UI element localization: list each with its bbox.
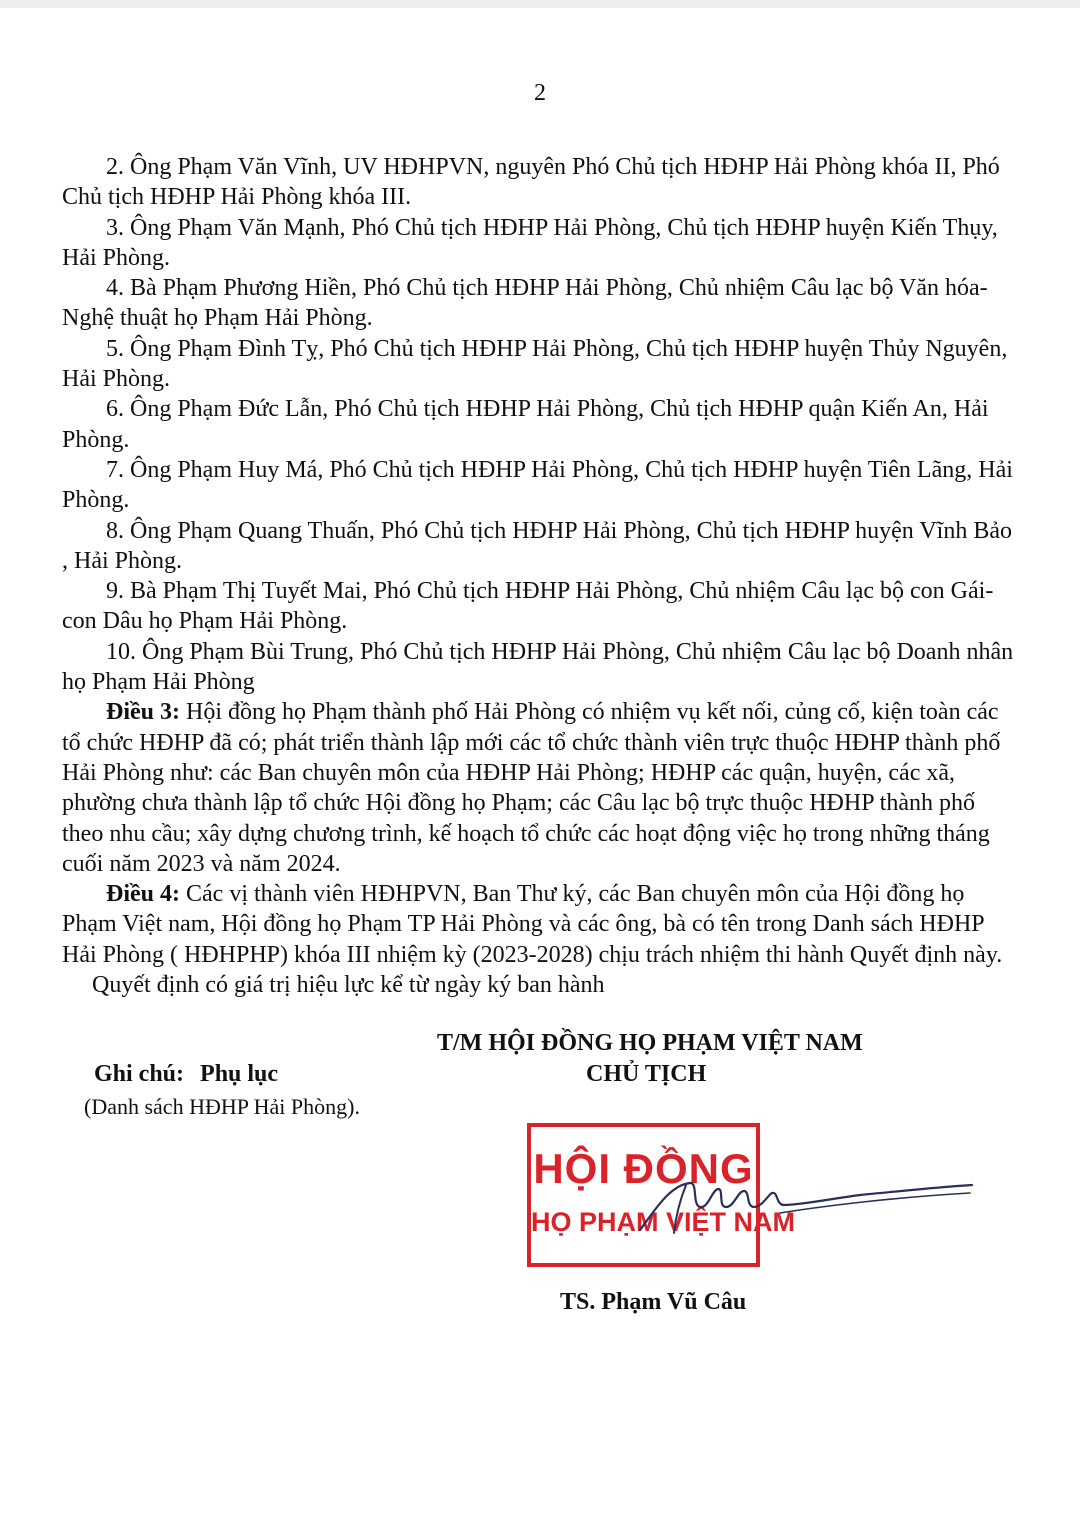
article-4-label: Điều 4: — [106, 881, 180, 908]
on-behalf-title: T/M HỘI ĐỒNG HỌ PHẠM VIỆT NAM — [437, 1030, 863, 1056]
note-label-row — [94, 1061, 278, 1088]
list-item: 7. Ông Phạm Huy Má, Phó Chủ tịch HĐHP Hải Phòng, Chủ tịch HĐHP huyện Tiên Lãng, Hải Phòng. — [62, 456, 1013, 514]
stamp-line-2: HỌ PHẠM VIỆT NAM — [531, 1207, 796, 1237]
article-4-text: Các vị thành viên HĐHPVN, Ban Thư ký, các Ban chuyên môn của Hội đồng họ Phạm Việt nam, Hội đồng họ Phạm TP Hải Phòng và các ông, bà có tên trong Danh sách HĐHP Hải Phòng ( HĐHPHP) khóa III nhiệm kỳ (2023-2028) chịu trách nhiệm thi hành Quyết định này. — [62, 881, 1003, 968]
list-item: 3. Ông Phạm Văn Mạnh, Phó Chủ tịch HĐHP Hải Phòng, Chủ tịch HĐHP huyện Kiến Thụy, Hải Phòng. — [62, 214, 998, 271]
list-item: 2. Ông Phạm Văn Vĩnh, UV HĐHPVN, nguyên Phó Chủ tịch HĐHP Hải Phòng khóa II, Phó Chủ tịch HĐHP Hải Phòng khóa III. — [62, 154, 1000, 211]
list-item: 8. Ông Phạm Quang Thuấn, Phó Chủ tịch HĐHP Hải Phòng, Chủ tịch HĐHP huyện Vĩnh Bảo , Hải Phòng. — [62, 517, 1012, 574]
list-item: 10. Ông Phạm Bùi Trung, Phó Chủ tịch HĐHP Hải Phòng, Chủ nhiệm Câu lạc bộ Doanh nhân họ Phạm Hải Phòng — [62, 638, 1014, 696]
list-item: 5. Ông Phạm Đình Tỵ, Phó Chủ tịch HĐHP Hải Phòng, Chủ tịch HĐHP huyện Thủy Nguyên, Hải Phòng. — [62, 335, 1008, 393]
article-3 — [62, 697, 1022, 879]
note-value: Phụ lục — [200, 1061, 279, 1087]
stamp-line-1: HỘI ĐỒNG — [533, 1145, 754, 1192]
article-4 — [62, 879, 1022, 970]
handwritten-signature — [600, 1155, 980, 1245]
note-label: Ghi chú: — [94, 1061, 185, 1087]
page-number: 2 — [534, 80, 546, 106]
article-3-label: Điều 3: — [106, 699, 180, 726]
list-item: 4. Bà Phạm Phương Hiền, Phó Chủ tịch HĐHP Hải Phòng, Chủ nhiệm Câu lạc bộ Văn hóa-Nghệ thuật họ Phạm Hải Phòng. — [62, 275, 988, 332]
article-3-text: Hội đồng họ Phạm thành phố Hải Phòng có nhiệm vụ kết nối, củng cố, kiện toàn các tổ chức HĐHP đã có; phát triển thành lập mới các tổ chức thành viên trực thuộc HĐHP thành phố Hải Phòng như: các Ban chuyên môn của HĐHP Hải Phòng; HĐHP các quận, huyện, các xã, phường chưa thành lập tổ chức Hội đồng họ Phạm; các Câu lạc bộ trực thuộc HĐHP thành phố theo nhu cầu; xây dựng chương trình, kế hoạch tổ chức các hoạt động việc họ trong những tháng cuối năm 2023 và năm 2024. — [62, 699, 1001, 877]
list-item: 9. Bà Phạm Thị Tuyết Mai, Phó Chủ tịch HĐHP Hải Phòng, Chủ nhiệm Câu lạc bộ con Gái- con Dâu họ Phạm Hải Phòng. — [62, 578, 994, 635]
signer-name: TS. Phạm Vũ Câu — [560, 1289, 747, 1315]
top-edge-bar — [0, 0, 1080, 8]
list-item: 6. Ông Phạm Đức Lẫn, Phó Chủ tịch HĐHP Hải Phòng, Chủ tịch HĐHP quận Kiến An, Hải Phòng. — [62, 396, 989, 453]
effective-statement: Quyết định có giá trị hiệu lực kể từ ngày ký ban hành — [92, 972, 605, 999]
document-body — [62, 152, 1022, 1000]
signer-role: CHỦ TỊCH — [586, 1061, 707, 1087]
note-detail: (Danh sách HĐHP Hải Phòng). — [84, 1094, 360, 1119]
